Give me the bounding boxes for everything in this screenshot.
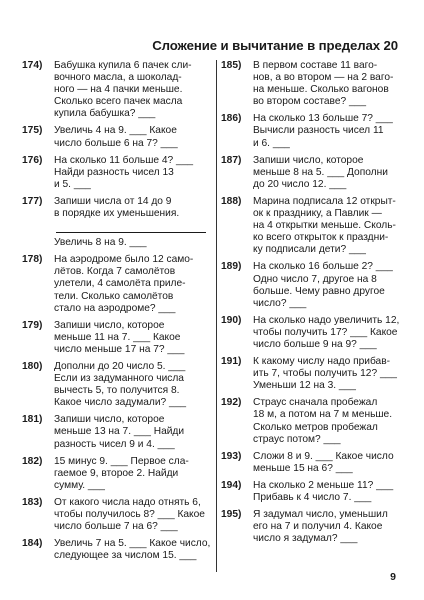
problem-line: На сколько 2 меньше 11? ___ bbox=[253, 479, 394, 491]
problem-item bbox=[221, 315, 405, 351]
problem-item bbox=[22, 254, 212, 314]
problem-item bbox=[221, 113, 405, 149]
page-title: Сложение и вычитание в пределах 20 bbox=[152, 38, 398, 53]
problem-item bbox=[22, 538, 212, 562]
problem-number: 193) bbox=[221, 450, 242, 462]
problem-line: меньше 15 на 6? ___ bbox=[253, 462, 353, 474]
problem-line: гаемое 9, второе 2. Найди bbox=[54, 467, 179, 479]
problem-line: Какое число задумали? ___ bbox=[54, 397, 187, 409]
problem-text bbox=[54, 320, 212, 356]
problem-text bbox=[54, 155, 212, 191]
problem-line: Сложи 8 и 9. ___ Какое число bbox=[253, 450, 394, 462]
problem-line: Запиши число, которое bbox=[54, 414, 165, 426]
problem-item bbox=[22, 320, 212, 356]
problem-line: больше. Чему равно другое bbox=[253, 285, 385, 297]
problem-item bbox=[221, 155, 405, 191]
problem-text bbox=[253, 509, 405, 545]
problem-text bbox=[253, 113, 405, 149]
problem-number: 181) bbox=[22, 414, 43, 426]
problem-line: ко всего открыток к праздни- bbox=[253, 232, 389, 244]
problem-line: Если из задуманного числа bbox=[54, 373, 184, 385]
problem-line: чтобы получилось 8? ___ Какое bbox=[54, 509, 205, 520]
problem-line: Вычисли разность чисел 11 bbox=[253, 125, 384, 137]
problem-number: 190) bbox=[221, 314, 242, 326]
problem-line: Я задумал число, уменьшил bbox=[253, 509, 388, 521]
problem-line: на меньше. Сколько вагонов bbox=[253, 84, 389, 96]
problem-line: От какого числа надо отнять 6, bbox=[54, 496, 201, 508]
problem-item bbox=[22, 456, 212, 492]
problem-item bbox=[22, 155, 212, 191]
problem-number: 187) bbox=[221, 154, 242, 166]
problem-line: Запиши число, которое bbox=[54, 319, 165, 331]
problem-line: ку подписали дети? ___ bbox=[253, 244, 366, 256]
problem-text bbox=[253, 261, 405, 309]
problem-line: Сколько всего пачек масла bbox=[54, 96, 183, 108]
problem-line: Прибавь к 4 число 7. ___ bbox=[253, 492, 372, 503]
problem-text bbox=[253, 60, 405, 108]
problem-line: число больше 6 на 7? ___ bbox=[54, 137, 178, 149]
problem-line: на 4 открытки меньше. Сколь- bbox=[253, 220, 396, 232]
page-number: 9 bbox=[390, 571, 396, 583]
problem-line: стало на аэродроме? ___ bbox=[54, 302, 176, 314]
problem-line: число? ___ bbox=[253, 297, 307, 309]
problem-item bbox=[22, 497, 212, 533]
problem-line: На сколько 13 больше 7? ___ bbox=[253, 113, 393, 125]
problem-line: На сколько 16 больше 2? ___ bbox=[253, 261, 393, 273]
problem-text bbox=[54, 254, 212, 314]
problem-text bbox=[253, 397, 405, 445]
problem-line: чтобы получить 17? ___ Какое bbox=[253, 326, 398, 338]
problem-line: Увеличь 8 на 9. ___ bbox=[54, 237, 147, 249]
problem-line: число меньше 17 на 7? ___ bbox=[54, 343, 185, 355]
problem-item bbox=[22, 125, 212, 149]
problem-line: Марина подписала 12 открыт- bbox=[253, 195, 396, 207]
problem-number: 179) bbox=[22, 319, 43, 331]
problem-line: К какому числу надо прибав- bbox=[253, 356, 391, 368]
problem-line: улетели, 4 самолёта приле- bbox=[54, 278, 186, 290]
problem-line: число больше 9 на 9? ___ bbox=[253, 338, 377, 350]
problem-item bbox=[221, 509, 405, 545]
problem-line: Найди разность чисел 13 bbox=[54, 166, 174, 178]
problem-line: тели. Сколько самолётов bbox=[54, 290, 174, 302]
problem-line: во втором составе? ___ bbox=[253, 96, 367, 108]
problem-text bbox=[54, 361, 212, 409]
problem-line: Запиши числа от 14 до 9 bbox=[54, 195, 172, 207]
problem-line: Уменьши 12 на 3. ___ bbox=[253, 380, 356, 392]
problem-number: 183) bbox=[22, 496, 43, 508]
problem-item bbox=[22, 60, 212, 120]
problem-line: число больше 7 на 6? ___ bbox=[54, 521, 178, 533]
problem-number: 189) bbox=[221, 261, 242, 273]
problem-text bbox=[253, 196, 405, 256]
problem-line: нов, а во втором — на 2 ваго- bbox=[253, 72, 394, 84]
problem-text bbox=[54, 456, 212, 492]
problem-item bbox=[22, 414, 212, 450]
problem-text bbox=[54, 60, 212, 120]
problem-number: 175) bbox=[22, 125, 43, 137]
problem-line: Сколько метров пробежал bbox=[253, 421, 378, 433]
problem-item bbox=[221, 60, 405, 108]
problem-number: 191) bbox=[221, 356, 242, 368]
problem-line: число я задумал? ___ bbox=[253, 533, 358, 545]
problem-line: Страус сначала пробежал bbox=[253, 397, 378, 409]
problem-line: ить 7, чтобы получить 12? ___ bbox=[253, 368, 397, 380]
answer-line bbox=[56, 222, 206, 233]
problem-text bbox=[54, 196, 212, 249]
problem-text bbox=[253, 155, 405, 191]
problem-number: 177) bbox=[22, 195, 43, 207]
problem-line: вычесть 5, то получится 8. bbox=[54, 385, 180, 397]
problem-line: купила бабушка? ___ bbox=[54, 108, 156, 120]
problem-line: лётов. Когда 7 самолётов bbox=[54, 266, 176, 278]
problem-number: 195) bbox=[221, 509, 242, 521]
problem-line: На сколько 11 больше 4? ___ bbox=[54, 154, 194, 166]
problem-item bbox=[221, 356, 405, 392]
problem-number: 182) bbox=[22, 455, 43, 467]
problem-item bbox=[22, 361, 212, 409]
problem-line: Запиши число, которое bbox=[253, 154, 364, 166]
problem-line: его на 7 и получил 4. Какое bbox=[253, 521, 383, 533]
problem-line: Одно число 7, другое на 8 bbox=[253, 273, 377, 285]
problem-text bbox=[54, 497, 212, 533]
problem-item bbox=[221, 261, 405, 309]
problem-line: Увеличь 7 на 5. ___ Какое число, bbox=[54, 538, 211, 550]
problem-line: страус потом? ___ bbox=[253, 433, 341, 445]
problem-line: 18 м, а потом на 7 м меньше. bbox=[253, 409, 393, 421]
problem-line: следующее за числом 15. ___ bbox=[54, 550, 197, 562]
problem-number: 186) bbox=[221, 113, 242, 125]
problem-line: и 5. ___ bbox=[54, 178, 91, 190]
problem-item bbox=[221, 480, 405, 504]
problem-text bbox=[54, 414, 212, 450]
problem-number: 178) bbox=[22, 254, 43, 266]
problem-item bbox=[221, 451, 405, 475]
problem-line: На сколько надо увеличить 12, bbox=[253, 314, 400, 326]
problem-number: 176) bbox=[22, 154, 43, 166]
problem-line: На аэродроме было 12 само- bbox=[54, 254, 194, 266]
problem-line: Дополни до 20 число 5. ___ bbox=[54, 360, 186, 372]
left-column bbox=[22, 60, 212, 572]
problem-line: 15 минус 9. ___ Первое сла- bbox=[54, 455, 189, 467]
problem-text bbox=[253, 356, 405, 392]
problem-item bbox=[22, 196, 212, 249]
problem-line: разность чисел 9 и 4. ___ bbox=[54, 438, 175, 450]
problem-line: меньше 11 на 7. ___ Какое bbox=[54, 331, 181, 343]
problem-number: 188) bbox=[221, 195, 242, 207]
problem-line: в порядке их уменьшения. bbox=[54, 208, 180, 220]
problem-item bbox=[221, 196, 405, 256]
problem-text bbox=[54, 125, 212, 149]
problem-number: 185) bbox=[221, 60, 242, 71]
problem-number: 184) bbox=[22, 538, 43, 550]
problem-line: ок к празднику, а Павлик — bbox=[253, 208, 382, 220]
problem-number: 194) bbox=[221, 479, 242, 491]
problem-number: 192) bbox=[221, 397, 242, 409]
problem-line: меньше 13 на 7. ___ Найди bbox=[54, 426, 185, 438]
problem-line: Бабушка купила 6 пачек сли- bbox=[54, 60, 192, 71]
problem-line: ного — на 4 пачки меньше. bbox=[54, 84, 183, 96]
problem-line: В первом составе 11 ваго- bbox=[253, 60, 378, 71]
problem-line: вочного масла, а шоколад- bbox=[54, 72, 182, 84]
problem-line: и 6. ___ bbox=[253, 137, 290, 149]
problem-line: до 20 число 12. ___ bbox=[253, 178, 347, 190]
problem-text bbox=[253, 480, 405, 504]
problem-text bbox=[253, 315, 405, 351]
problem-line: сумму. ___ bbox=[54, 479, 105, 491]
problem-line: меньше 8 на 5. ___ Дополни bbox=[253, 166, 388, 178]
problem-item bbox=[221, 397, 405, 445]
problem-text bbox=[54, 538, 212, 562]
problem-line: Увеличь 4 на 9. ___ Какое bbox=[54, 125, 177, 137]
problem-number: 180) bbox=[22, 360, 43, 372]
problem-number: 174) bbox=[22, 60, 43, 71]
problem-text bbox=[253, 451, 405, 475]
right-column bbox=[216, 60, 405, 572]
